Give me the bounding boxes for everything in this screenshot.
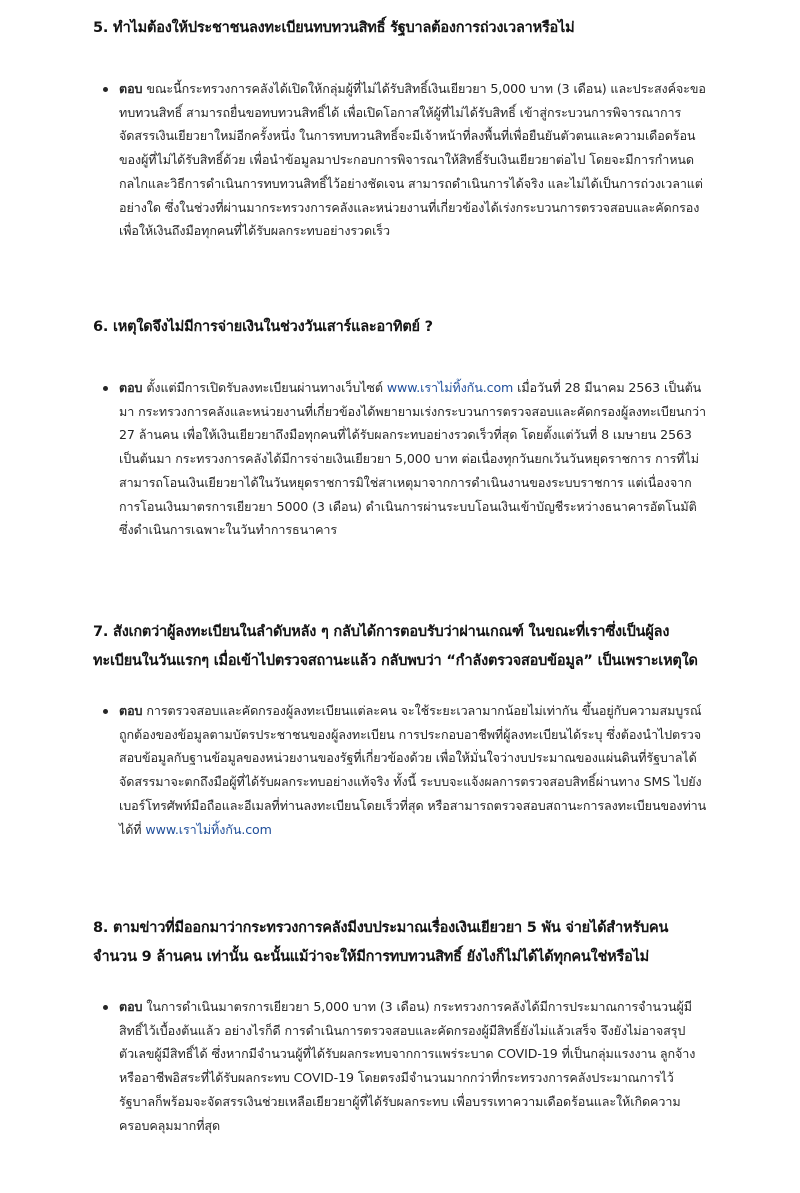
faq-question-8: 8. ตามข่าวที่มีออกมาว่ากระทรวงการคลังมีงบประมาณเรื่องเงินเยียวยา 5 พัน จ่ายได้สำหรับคนจำนวน 9 ล้านคน เท่านั้น ฉะนั้นแม้ว่าจะให้มีการทบทวนสิทธิ์ ยังไงก็ไม่ได้ได้ทุกคนใช่หรือไม่ <box>93 920 669 965</box>
answer-label: ตอบ <box>119 999 143 1014</box>
answer-text: การตรวจสอบและคัดกรองผู้ลงทะเบียนแต่ละคน จะใช้ระยะเวลามากน้อยไม่เท่ากัน ขึ้นอยู่กับความสมบูรณ์ถูกต้องของข้อมูลตามบัตรประชาชนของผู้ลงทะเบียน การประกอบอาชีพที่ผู้ลงทะเบียนได้ระบุ ซึ่งต้องนำไปตรวจสอบข้อมูลกับฐานข้อมูลของหน่วยงานของรัฐที่เกี่ยวข้องด้วย เพื่อให้มั่นใจว่างบประมาณของแผ่นดินที่รัฐบาลได้จัดสรรมาจะตกถึงมือผู้ที่ได้รับผลกระทบอย่างแท้จริง ทั้งนี้ ระบบจะแจ้งผลการตรวจสอบสิทธิ์ผ่านทาง SMS ไปยังเบอร์โทรศัพท์มือถือและอีเมลที่ท่านลงทะเบียนโดยเร็วที่สุด หรือสามารถตรวจสอบสถานะการลงทะเบียนของท่านได้ที่ <box>119 703 707 837</box>
faq-question-5: 5. ทำไมต้องให้ประชาชนลงทะเบียนทบทวนสิทธิ์ รัฐบาลต้องการถ่วงเวลาหรือไม่ <box>93 20 575 36</box>
faq-item-8 <box>93 914 711 1137</box>
faq-answer-5 <box>93 77 711 243</box>
faq-item-5 <box>93 14 711 243</box>
faq-answer-7 <box>93 699 711 841</box>
bullet-icon <box>103 87 108 92</box>
bullet-icon <box>103 386 108 391</box>
faq-item-7 <box>93 618 711 841</box>
faq-answer-6 <box>93 376 711 542</box>
faq-question-7: 7. สังเกตว่าผู้ลงทะเบียนในลำดับหลัง ๆ กลับได้การตอบรับว่าผ่านเกณฑ์ ในขณะที่เราซึ่งเป็นผู้ลงทะเบียนในวันแรกๆ เมื่อเข้าไปตรวจสถานะแล้ว กลับพบว่า “กำลังตรวจสอบข้อมูล” เป็นเพราะเหตุใด <box>93 624 698 669</box>
faq-question-6: 6. เหตุใดจึงไม่มีการจ่ายเงินในช่วงวันเสาร์และอาทิตย์ ? <box>93 319 433 335</box>
website-link[interactable]: www.เราไม่ทิ้งกัน.com <box>145 821 272 837</box>
answer-text: ตั้งแต่มีการเปิดรับลงทะเบียนผ่านทางเว็บไซต์ <box>142 380 387 395</box>
faq-item-6 <box>93 313 711 542</box>
website-link[interactable]: www.เราไม่ทิ้งกัน.com <box>386 380 514 395</box>
answer-label: ตอบ <box>119 380 143 395</box>
answer-text: ในการดำเนินมาตรการเยียวยา 5,000 บาท (3 เดือน) กระทรวงการคลังได้มีการประมาณการจำนวนผู้มีสิทธิ์ไว้เบื้องต้นแล้ว อย่างไรก็ดี การดำเนินการตรวจสอบและคัดกรองผู้มีสิทธิ์ยังไม่แล้วเสร็จ จึงยังไม่อาจสรุปตัวเลขผู้มีสิทธิ์ได้ ซึ่งหากมีจำนวนผู้ที่ได้รับผลกระทบจากการแพร่ระบาด COVID-19 ที่เป็นกลุ่มแรงงาน ลูกจ้าง หรืออาชีพอิสระที่ได้รับผลกระทบ COVID-19 โดยตรงมีจำนวนมากกว่าที่กระทรวงการคลังประมาณการไว้ รัฐบาลก็พร้อมจะจัดสรรเงินช่วยเหลือเยียวยาผู้ที่ได้รับผลกระทบ เพื่อบรรเทาความเดือดร้อนและให้เกิดความครอบคลุมมากที่สุด <box>119 999 696 1133</box>
answer-text: ขณะนี้กระทรวงการคลังได้เปิดให้กลุ่มผู้ที่ไม่ได้รับสิทธิ์เงินเยียวยา 5,000 บาท (3 เดือน) และประสงค์จะขอทบทวนสิทธิ์ สามารถยื่นขอทบทวนสิทธิ์ได้ เพื่อเปิดโอกาสให้ผู้ที่ไม่ได้รับสิทธิ์ เข้าสู่กระบวนการพิจารณาการจัดสรรเงินเยียวยาใหม่อีกครั้งหนึ่ง ในการทบทวนสิทธิ์จะมีเจ้าหน้าที่ลงพื้นที่เพื่อยืนยันตัวตนและความเดือดร้อนของผู้ที่ไม่ได้รับสิทธิ์ด้วย เพื่อนำข้อมูลมาประกอบการพิจารณาให้สิทธิ์รับเงินเยียวยาต่อไป โดยจะมีการกำหนดกลไกและวิธีการดำเนินการทบทวนสิทธิ์ไว้อย่างชัดเจน สามารถดำเนินการได้จริง และไม่ได้เป็นการถ่วงเวลาแต่อย่างใด ซึ่งในช่วงที่ผ่านมากระทรวงการคลังและหน่วยงานที่เกี่ยวข้องได้เร่งกระบวนการตรวจสอบและคัดกรอง เพื่อให้เงินถึงมือทุกคนที่ได้รับผลกระทบอย่างรวดเร็ว <box>119 81 706 239</box>
answer-label: ตอบ <box>119 81 143 96</box>
bullet-icon <box>103 1005 108 1010</box>
answer-text: เมื่อวันที่ 28 มีนาคม 2563 เป็นต้นมา กระทรวงการคลังและหน่วยงานที่เกี่ยวข้องได้พยายามเร่งกระบวนการตรวจสอบและคัดกรองผู้ลงทะเบียนกว่า 27 ล้านคน เพื่อให้เงินเยียวยาถึงมือทุกคนที่ได้รับผลกระทบอย่างรวดเร็วที่สุด โดยตั้งแต่วันที่ 8 เมษายน 2563 เป็นต้นมา กระทรวงการคลังได้มีการจ่ายเงินเยียวยา 5,000 บาท ต่อเนื่องทุกวันยกเว้นวันหยุดราชการ การที่ไม่สามารถโอนเงินเยียวยาได้ในวันหยุดราชการมิใช่สาเหตุมาจากการดำเนินงานของระบบราชการ แต่เนื่องจากการโอนเงินมาตรการเยียวยา 5000 (3 เดือน) ดำเนินการผ่านระบบโอนเงินเข้าบัญชีระหว่างธนาคารอัตโนมัติซึ่งดำเนินการเฉพาะในวันทำการธนาคาร <box>119 380 706 538</box>
faq-answer-8 <box>93 995 711 1137</box>
answer-label: ตอบ <box>119 703 143 718</box>
bullet-icon <box>103 709 108 714</box>
